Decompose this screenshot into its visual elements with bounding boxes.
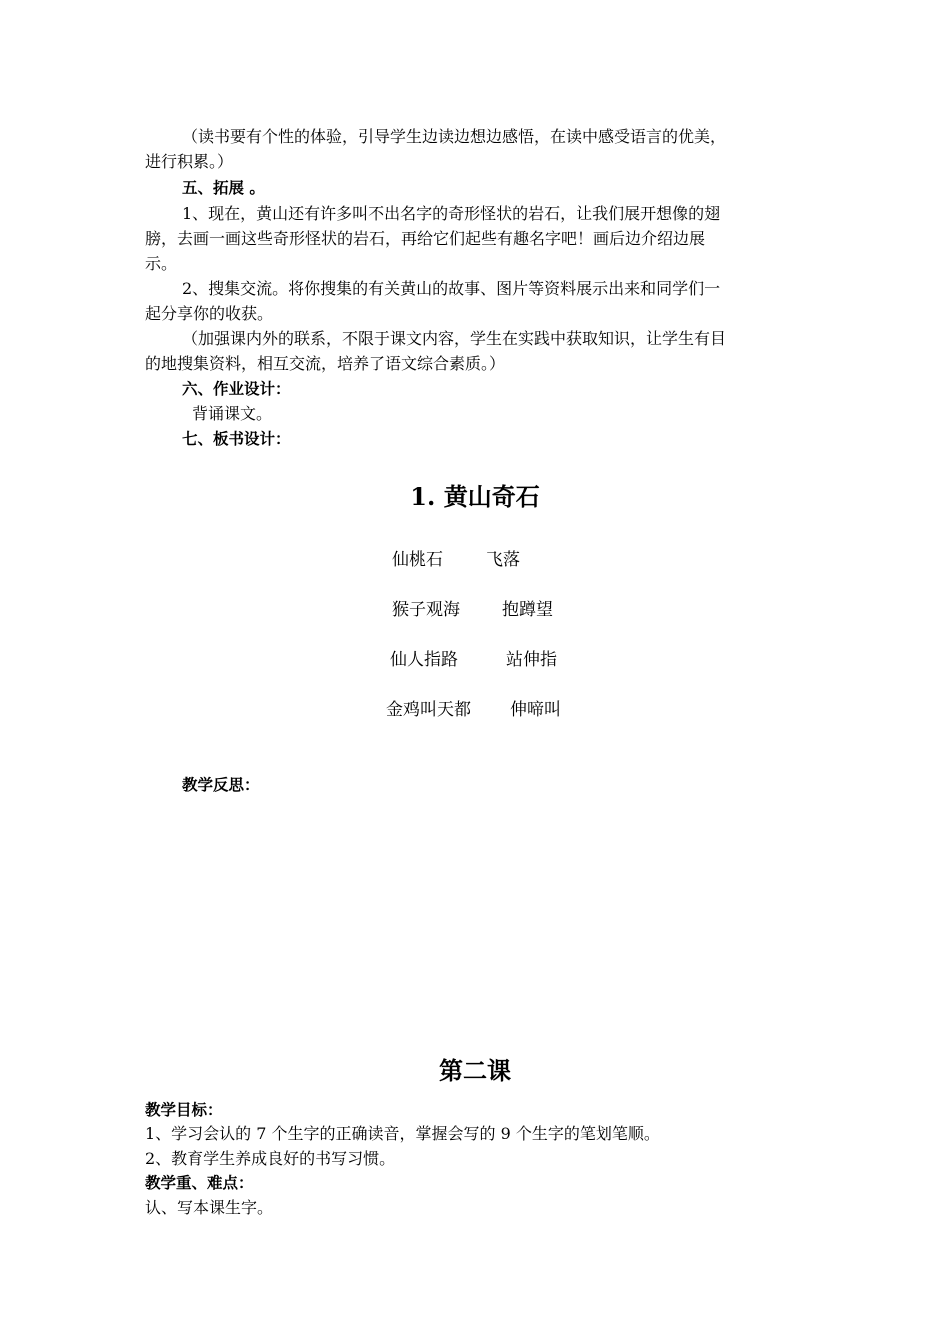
board-row-2-name: 猴子观海 [392,600,460,620]
lesson-2-title: 第二课 [439,1056,511,1085]
board-row-3-verb: 站伸指 [506,650,557,670]
lesson-2-goal-1: 1、学习会认的 7 个生字的正确读音，掌握会写的 9 个生字的笔划笔顺。 [145,1124,660,1143]
section-6-heading: 六、作业设计： [182,380,291,398]
note-collect-line-1: （加强课内外的联系，不限于课文内容，学生在实践中获取知识，让学生有目 [182,329,727,348]
item-1-line-1: 1、现在，黄山还有许多叫不出名字的奇形怪状的岩石，让我们展开想像的翅 [182,204,721,223]
item-1-line-3: 示。 [145,254,178,273]
item-2-line-2: 起分享你的收获。 [145,304,274,323]
section-5-heading: 五、拓展 。 [182,179,265,197]
board-row-4-verb: 伸啼叫 [510,700,561,720]
lesson-2-goal-2: 2、教育学生养成良好的书写习惯。 [145,1149,396,1168]
note-reading-line-1: （读书要有个性的体验，引导学生边读边想边感悟，在读中感受语言的优美， [182,127,727,146]
section-7-heading: 七、板书设计： [182,430,291,448]
reflection-heading: 教学反思： [182,776,260,794]
item-1-line-2: 膀，去画一画这些奇形怪状的岩石，再给它们起些有趣名字吧！画后边介绍边展 [145,229,706,248]
lesson-2-key-heading: 教学重、难点： [145,1174,254,1192]
board-row-4-name: 金鸡叫天都 [386,700,471,720]
note-collect-line-2: 的地搜集资料，相互交流，培养了语文综合素质。） [145,354,506,373]
note-reading-line-2: 进行积累。） [145,152,234,171]
board-title: 1. 黄山奇石 [410,482,540,511]
board-row-2-verb: 抱蹲望 [502,600,553,620]
item-2-line-1: 2、搜集交流。将你搜集的有关黄山的故事、图片等资料展示出来和同学们一 [182,279,721,298]
board-row-3-name: 仙人指路 [390,650,458,670]
lesson-2-key-text: 认、写本课生字。 [145,1198,274,1217]
homework-text: 背诵课文。 [192,404,273,423]
board-row-1-name: 仙桃石 [392,550,443,570]
lesson-2-goals-heading: 教学目标： [145,1101,223,1119]
board-row-1-verb: 飞落 [486,550,520,570]
